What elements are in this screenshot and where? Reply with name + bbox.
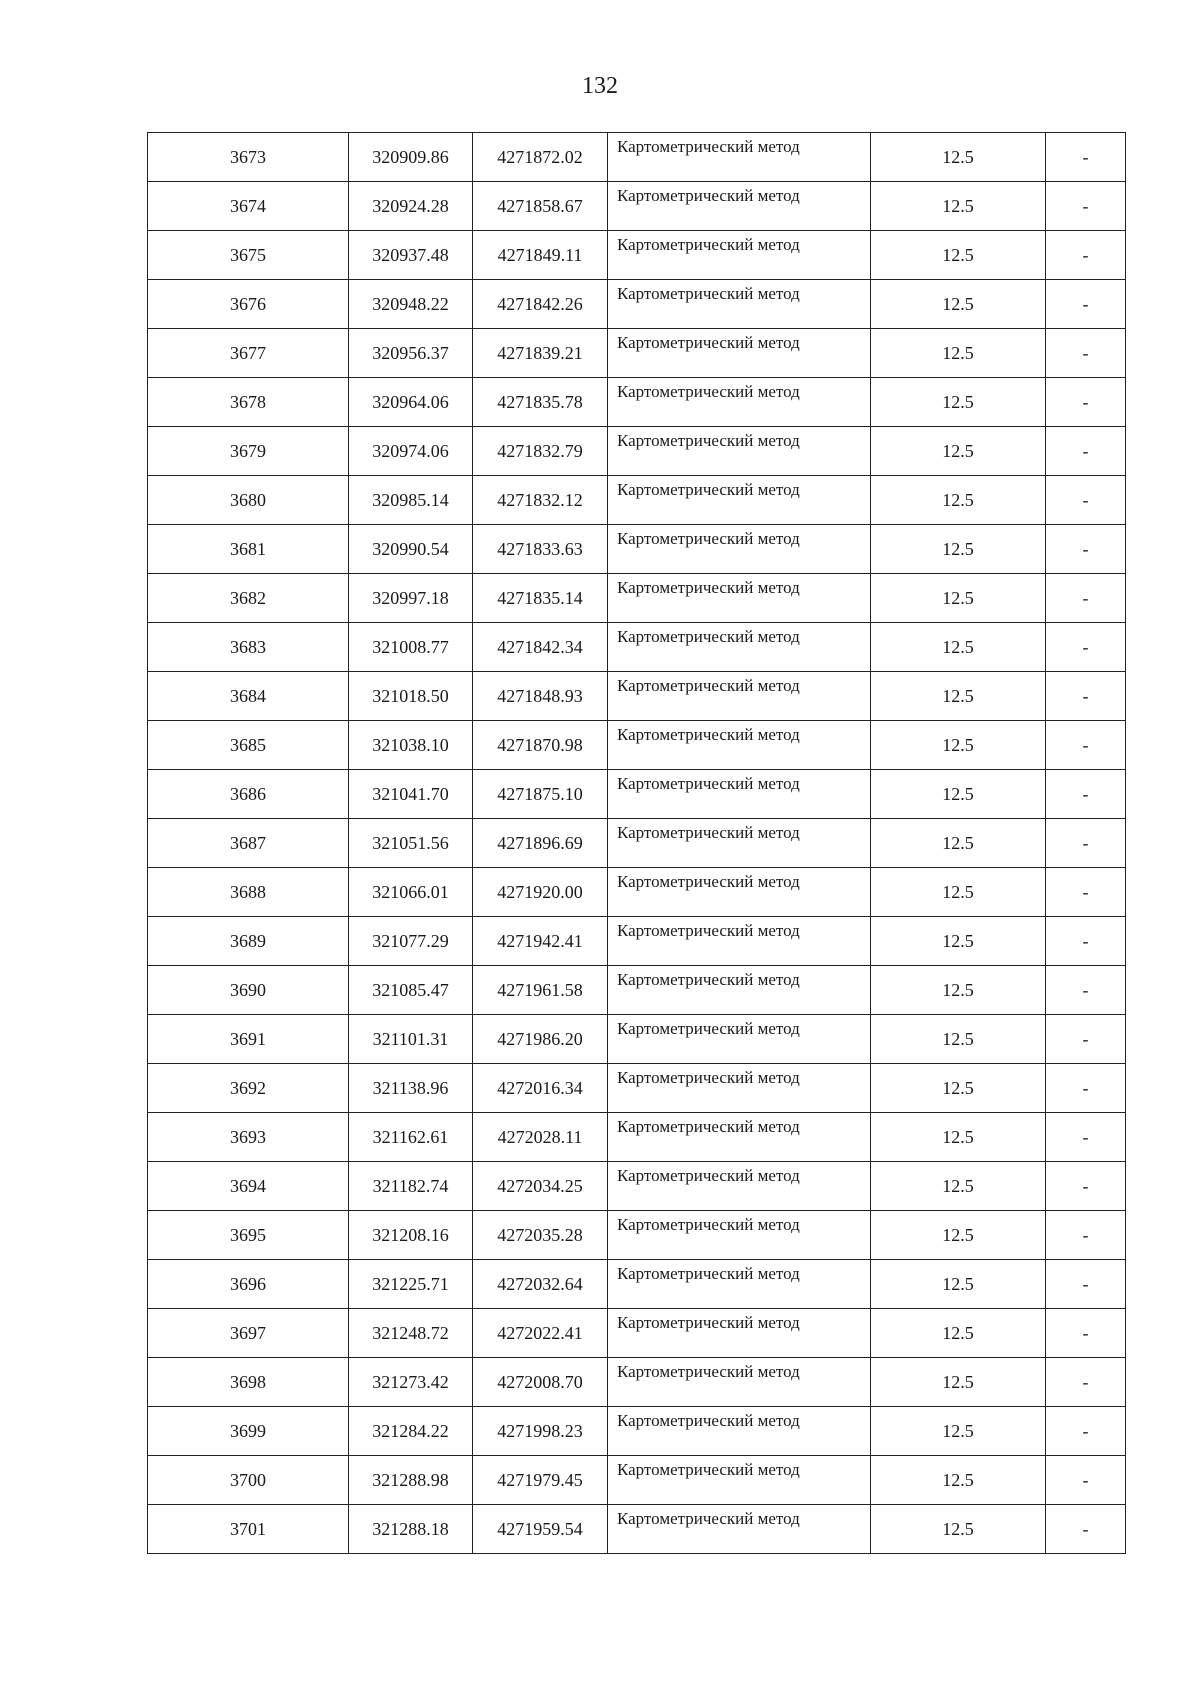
point-number-cell: 3686 — [148, 770, 349, 819]
table-row — [148, 721, 1126, 770]
method-cell: Картометрический метод — [608, 1407, 871, 1456]
y-coordinate-cell: 4272016.34 — [473, 1064, 608, 1113]
method-cell: Картометрический метод — [608, 1456, 871, 1505]
note-cell: - — [1046, 1407, 1126, 1456]
x-coordinate-cell: 321284.22 — [349, 1407, 473, 1456]
table-row — [148, 1064, 1126, 1113]
accuracy-cell: 12.5 — [871, 721, 1046, 770]
note-cell: - — [1046, 182, 1126, 231]
y-coordinate-cell: 4271832.79 — [473, 427, 608, 476]
table-row — [148, 1113, 1126, 1162]
accuracy-cell: 12.5 — [871, 1309, 1046, 1358]
note-cell: - — [1046, 133, 1126, 182]
point-number-cell: 3694 — [148, 1162, 349, 1211]
point-number-cell: 3688 — [148, 868, 349, 917]
accuracy-cell: 12.5 — [871, 1358, 1046, 1407]
point-number-cell: 3687 — [148, 819, 349, 868]
x-coordinate-cell: 321273.42 — [349, 1358, 473, 1407]
method-cell: Картометрический метод — [608, 1162, 871, 1211]
accuracy-cell: 12.5 — [871, 182, 1046, 231]
note-cell: - — [1046, 280, 1126, 329]
y-coordinate-cell: 4271858.67 — [473, 182, 608, 231]
x-coordinate-cell: 320937.48 — [349, 231, 473, 280]
method-cell: Картометрический метод — [608, 280, 871, 329]
accuracy-cell: 12.5 — [871, 525, 1046, 574]
y-coordinate-cell: 4271896.69 — [473, 819, 608, 868]
accuracy-cell: 12.5 — [871, 1064, 1046, 1113]
accuracy-cell: 12.5 — [871, 868, 1046, 917]
method-cell: Картометрический метод — [608, 770, 871, 819]
y-coordinate-cell: 4271872.02 — [473, 133, 608, 182]
point-number-cell: 3678 — [148, 378, 349, 427]
y-coordinate-cell: 4271998.23 — [473, 1407, 608, 1456]
y-coordinate-cell: 4271833.63 — [473, 525, 608, 574]
point-number-cell: 3680 — [148, 476, 349, 525]
x-coordinate-cell: 320909.86 — [349, 133, 473, 182]
x-coordinate-cell: 321066.01 — [349, 868, 473, 917]
note-cell: - — [1046, 819, 1126, 868]
method-cell: Картометрический метод — [608, 917, 871, 966]
x-coordinate-cell: 320990.54 — [349, 525, 473, 574]
point-number-cell: 3685 — [148, 721, 349, 770]
method-cell: Картометрический метод — [608, 1505, 871, 1554]
note-cell: - — [1046, 1358, 1126, 1407]
accuracy-cell: 12.5 — [871, 917, 1046, 966]
method-cell: Картометрический метод — [608, 623, 871, 672]
point-number-cell: 3691 — [148, 1015, 349, 1064]
table-row — [148, 819, 1126, 868]
note-cell: - — [1046, 1211, 1126, 1260]
x-coordinate-cell: 321288.98 — [349, 1456, 473, 1505]
point-number-cell: 3693 — [148, 1113, 349, 1162]
x-coordinate-cell: 321225.71 — [349, 1260, 473, 1309]
point-number-cell: 3696 — [148, 1260, 349, 1309]
method-cell: Картометрический метод — [608, 868, 871, 917]
y-coordinate-cell: 4271875.10 — [473, 770, 608, 819]
point-number-cell: 3701 — [148, 1505, 349, 1554]
accuracy-cell: 12.5 — [871, 574, 1046, 623]
accuracy-cell: 12.5 — [871, 329, 1046, 378]
point-number-cell: 3681 — [148, 525, 349, 574]
point-number-cell: 3697 — [148, 1309, 349, 1358]
note-cell: - — [1046, 574, 1126, 623]
table-row — [148, 966, 1126, 1015]
method-cell: Картометрический метод — [608, 378, 871, 427]
note-cell: - — [1046, 378, 1126, 427]
y-coordinate-cell: 4271959.54 — [473, 1505, 608, 1554]
table-row — [148, 770, 1126, 819]
note-cell: - — [1046, 672, 1126, 721]
y-coordinate-cell: 4271942.41 — [473, 917, 608, 966]
y-coordinate-cell: 4271839.21 — [473, 329, 608, 378]
table-row — [148, 231, 1126, 280]
x-coordinate-cell: 321162.61 — [349, 1113, 473, 1162]
accuracy-cell: 12.5 — [871, 1260, 1046, 1309]
point-number-cell: 3699 — [148, 1407, 349, 1456]
accuracy-cell: 12.5 — [871, 1211, 1046, 1260]
table-row — [148, 868, 1126, 917]
point-number-cell: 3684 — [148, 672, 349, 721]
y-coordinate-cell: 4272028.11 — [473, 1113, 608, 1162]
table-row — [148, 1211, 1126, 1260]
accuracy-cell: 12.5 — [871, 1407, 1046, 1456]
method-cell: Картометрический метод — [608, 1064, 871, 1113]
method-cell: Картометрический метод — [608, 966, 871, 1015]
y-coordinate-cell: 4271870.98 — [473, 721, 608, 770]
x-coordinate-cell: 321077.29 — [349, 917, 473, 966]
point-number-cell: 3689 — [148, 917, 349, 966]
method-cell: Картометрический метод — [608, 819, 871, 868]
point-number-cell: 3677 — [148, 329, 349, 378]
table-row — [148, 427, 1126, 476]
method-cell: Картометрический метод — [608, 672, 871, 721]
table-row — [148, 280, 1126, 329]
method-cell: Картометрический метод — [608, 574, 871, 623]
method-cell: Картометрический метод — [608, 525, 871, 574]
accuracy-cell: 12.5 — [871, 1113, 1046, 1162]
accuracy-cell: 12.5 — [871, 770, 1046, 819]
point-number-cell: 3690 — [148, 966, 349, 1015]
page-number: 132 — [582, 73, 618, 99]
point-number-cell: 3695 — [148, 1211, 349, 1260]
table-row — [148, 329, 1126, 378]
table-row — [148, 1309, 1126, 1358]
method-cell: Картометрический метод — [608, 231, 871, 280]
method-cell: Картометрический метод — [608, 1015, 871, 1064]
point-number-cell: 3679 — [148, 427, 349, 476]
note-cell: - — [1046, 1113, 1126, 1162]
table-row — [148, 525, 1126, 574]
accuracy-cell: 12.5 — [871, 1505, 1046, 1554]
x-coordinate-cell: 321008.77 — [349, 623, 473, 672]
accuracy-cell: 12.5 — [871, 231, 1046, 280]
table-row — [148, 672, 1126, 721]
x-coordinate-cell: 321208.16 — [349, 1211, 473, 1260]
accuracy-cell: 12.5 — [871, 280, 1046, 329]
method-cell: Картометрический метод — [608, 1211, 871, 1260]
x-coordinate-cell: 321038.10 — [349, 721, 473, 770]
table-row — [148, 133, 1126, 182]
method-cell: Картометрический метод — [608, 476, 871, 525]
accuracy-cell: 12.5 — [871, 623, 1046, 672]
method-cell: Картометрический метод — [608, 1358, 871, 1407]
table-row — [148, 574, 1126, 623]
x-coordinate-cell: 321101.31 — [349, 1015, 473, 1064]
method-cell: Картометрический метод — [608, 182, 871, 231]
point-number-cell: 3676 — [148, 280, 349, 329]
point-number-cell: 3675 — [148, 231, 349, 280]
note-cell: - — [1046, 623, 1126, 672]
note-cell: - — [1046, 231, 1126, 280]
point-number-cell: 3682 — [148, 574, 349, 623]
note-cell: - — [1046, 721, 1126, 770]
y-coordinate-cell: 4271848.93 — [473, 672, 608, 721]
note-cell: - — [1046, 770, 1126, 819]
table-row — [148, 1358, 1126, 1407]
method-cell: Картометрический метод — [608, 329, 871, 378]
note-cell: - — [1046, 1015, 1126, 1064]
note-cell: - — [1046, 966, 1126, 1015]
y-coordinate-cell: 4271842.26 — [473, 280, 608, 329]
method-cell: Картометрический метод — [608, 721, 871, 770]
table-row — [148, 182, 1126, 231]
note-cell: - — [1046, 1309, 1126, 1358]
point-number-cell: 3683 — [148, 623, 349, 672]
point-number-cell: 3700 — [148, 1456, 349, 1505]
note-cell: - — [1046, 427, 1126, 476]
note-cell: - — [1046, 1064, 1126, 1113]
x-coordinate-cell: 321248.72 — [349, 1309, 473, 1358]
table-row — [148, 1456, 1126, 1505]
x-coordinate-cell: 320974.06 — [349, 427, 473, 476]
y-coordinate-cell: 4272008.70 — [473, 1358, 608, 1407]
x-coordinate-cell: 320948.22 — [349, 280, 473, 329]
point-number-cell: 3673 — [148, 133, 349, 182]
y-coordinate-cell: 4271835.14 — [473, 574, 608, 623]
point-number-cell: 3698 — [148, 1358, 349, 1407]
x-coordinate-cell: 321085.47 — [349, 966, 473, 1015]
note-cell: - — [1046, 1505, 1126, 1554]
point-number-cell: 3674 — [148, 182, 349, 231]
y-coordinate-cell: 4272034.25 — [473, 1162, 608, 1211]
x-coordinate-cell: 321018.50 — [349, 672, 473, 721]
accuracy-cell: 12.5 — [871, 133, 1046, 182]
table-row — [148, 623, 1126, 672]
y-coordinate-cell: 4272022.41 — [473, 1309, 608, 1358]
x-coordinate-cell: 320997.18 — [349, 574, 473, 623]
x-coordinate-cell: 321041.70 — [349, 770, 473, 819]
x-coordinate-cell: 321288.18 — [349, 1505, 473, 1554]
coordinates-table — [147, 132, 1126, 1554]
accuracy-cell: 12.5 — [871, 378, 1046, 427]
method-cell: Картометрический метод — [608, 1260, 871, 1309]
table-row — [148, 378, 1126, 427]
y-coordinate-cell: 4271832.12 — [473, 476, 608, 525]
x-coordinate-cell: 320964.06 — [349, 378, 473, 427]
point-number-cell: 3692 — [148, 1064, 349, 1113]
x-coordinate-cell: 320985.14 — [349, 476, 473, 525]
note-cell: - — [1046, 1456, 1126, 1505]
table-row — [148, 1260, 1126, 1309]
table-body — [148, 133, 1126, 1554]
note-cell: - — [1046, 1260, 1126, 1309]
x-coordinate-cell: 321138.96 — [349, 1064, 473, 1113]
accuracy-cell: 12.5 — [871, 819, 1046, 868]
y-coordinate-cell: 4271961.58 — [473, 966, 608, 1015]
y-coordinate-cell: 4272032.64 — [473, 1260, 608, 1309]
table-row — [148, 1407, 1126, 1456]
y-coordinate-cell: 4271979.45 — [473, 1456, 608, 1505]
note-cell: - — [1046, 868, 1126, 917]
note-cell: - — [1046, 329, 1126, 378]
x-coordinate-cell: 320956.37 — [349, 329, 473, 378]
x-coordinate-cell: 320924.28 — [349, 182, 473, 231]
note-cell: - — [1046, 476, 1126, 525]
y-coordinate-cell: 4271842.34 — [473, 623, 608, 672]
note-cell: - — [1046, 1162, 1126, 1211]
method-cell: Картометрический метод — [608, 133, 871, 182]
y-coordinate-cell: 4271920.00 — [473, 868, 608, 917]
method-cell: Картометрический метод — [608, 1113, 871, 1162]
accuracy-cell: 12.5 — [871, 1456, 1046, 1505]
y-coordinate-cell: 4271835.78 — [473, 378, 608, 427]
method-cell: Картометрический метод — [608, 1309, 871, 1358]
table-row — [148, 1015, 1126, 1064]
table-row — [148, 917, 1126, 966]
accuracy-cell: 12.5 — [871, 1162, 1046, 1211]
x-coordinate-cell: 321182.74 — [349, 1162, 473, 1211]
accuracy-cell: 12.5 — [871, 476, 1046, 525]
accuracy-cell: 12.5 — [871, 672, 1046, 721]
y-coordinate-cell: 4272035.28 — [473, 1211, 608, 1260]
method-cell: Картометрический метод — [608, 427, 871, 476]
table-row — [148, 476, 1126, 525]
table-row — [148, 1505, 1126, 1554]
accuracy-cell: 12.5 — [871, 1015, 1046, 1064]
x-coordinate-cell: 321051.56 — [349, 819, 473, 868]
y-coordinate-cell: 4271986.20 — [473, 1015, 608, 1064]
note-cell: - — [1046, 917, 1126, 966]
table-row — [148, 1162, 1126, 1211]
note-cell: - — [1046, 525, 1126, 574]
y-coordinate-cell: 4271849.11 — [473, 231, 608, 280]
accuracy-cell: 12.5 — [871, 427, 1046, 476]
accuracy-cell: 12.5 — [871, 966, 1046, 1015]
